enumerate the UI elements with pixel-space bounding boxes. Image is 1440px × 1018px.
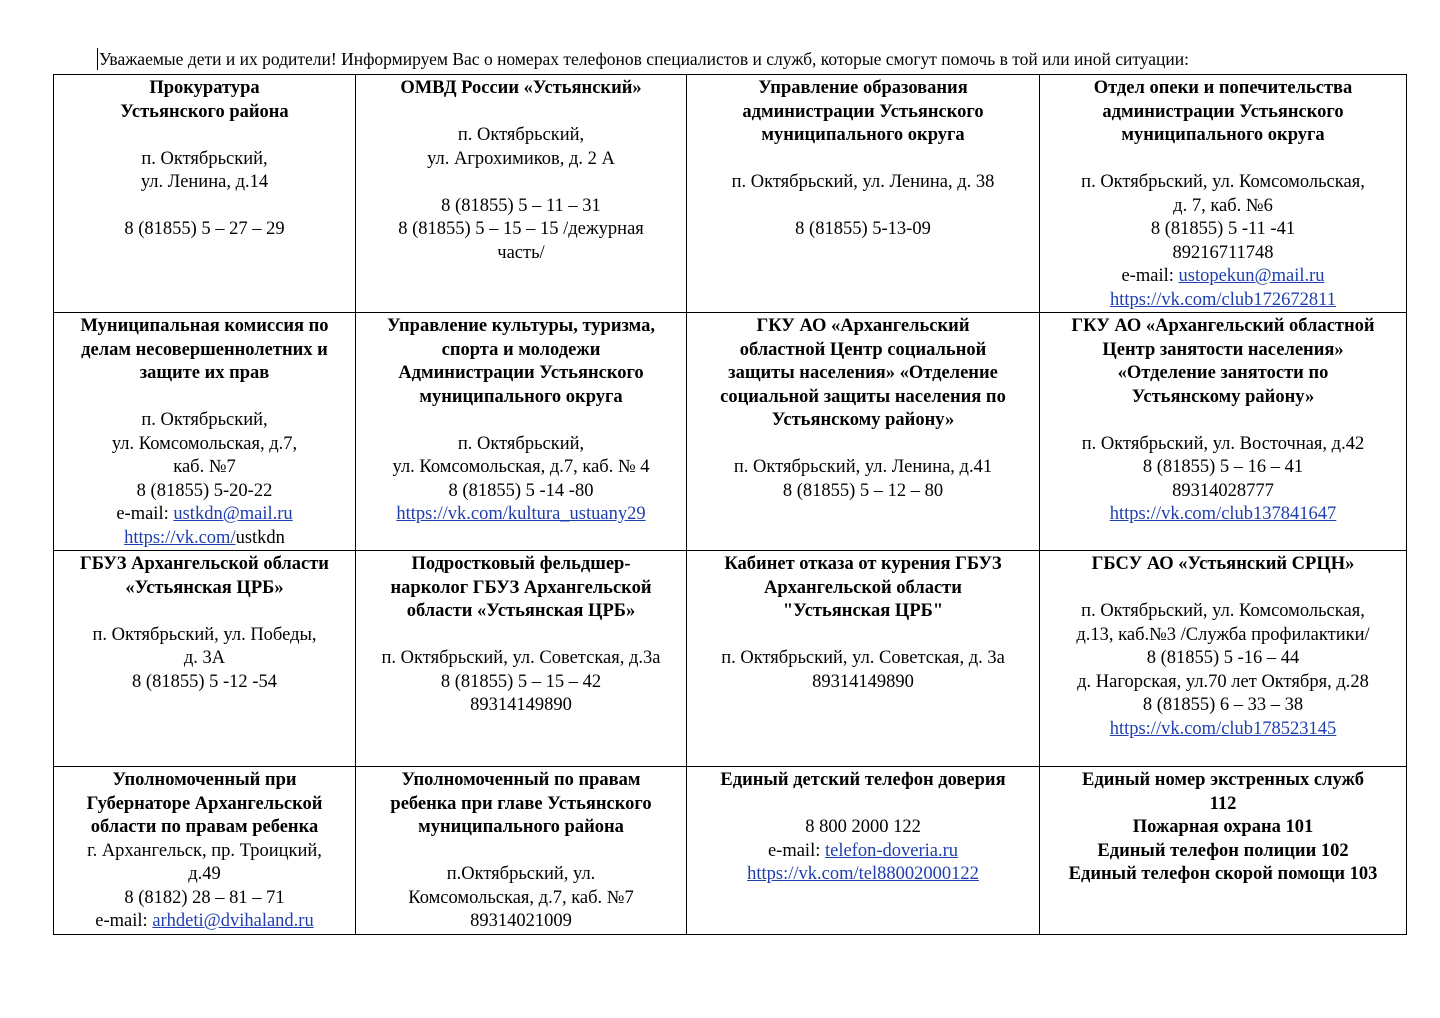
email-link[interactable]: arhdeti@dvihaland.ru bbox=[152, 911, 314, 931]
cell-emergency bbox=[1040, 767, 1407, 935]
vk-link-rest: ustkdn bbox=[235, 527, 285, 548]
cell-text-line: п. Октябрьский, ул. Комсомольская, bbox=[1081, 601, 1365, 621]
cell-text-line: п. Октябрьский, ул. Восточная, д.42 bbox=[1081, 433, 1365, 454]
cell-helpline bbox=[687, 767, 1040, 935]
cell-title-line: защите их прав bbox=[139, 363, 270, 383]
cell-text-line: д. 3А bbox=[183, 648, 226, 668]
cell-title-line: области «Устьянская ЦРБ» bbox=[406, 601, 636, 621]
cell-text-line: ул. Ленина, д.14 bbox=[140, 172, 269, 192]
cell-text-line: 8 (81855) 5 -14 -80 bbox=[448, 480, 594, 501]
cell-title-line: Центр занятости населения» bbox=[1102, 339, 1344, 360]
cell-text-line: п. Октябрьский, ул. Ленина, д.41 bbox=[733, 457, 993, 477]
cell-text-line: д.49 bbox=[188, 864, 221, 884]
cell-text-line bbox=[361, 409, 681, 433]
cell-title-line: 112 bbox=[1209, 793, 1237, 814]
vk-link[interactable]: https://vk.com/club172672811 bbox=[1110, 289, 1336, 310]
cell-text-line: п. Октябрьский, ул. Советская, д. 3а bbox=[721, 648, 1005, 668]
cell-text-line: п. Октябрьский, bbox=[141, 148, 268, 169]
intro-text: Уважаемые дети и их родители! Информируем Вас о номерах телефонов специалистов и служб, которые смогут помочь в той или иной ситуации: bbox=[97, 48, 1419, 70]
cell-text-line: каб. №7 bbox=[173, 457, 236, 477]
cell-title-line: Отдел опеки и попечительства bbox=[1093, 78, 1353, 98]
cell-text-line: ул. Агрохимиков, д. 2 А bbox=[427, 148, 615, 169]
cell-text-line: ул. Комсомольская, д.7, каб. № 4 bbox=[392, 457, 650, 477]
cell-text-line: г. Архангельск, пр. Троицкий, bbox=[87, 840, 322, 861]
cell-rehab-center bbox=[1040, 551, 1407, 767]
cell-title-line: спорта и молодежи bbox=[441, 339, 601, 360]
cell-title-line: ГКУ АО «Архангельский bbox=[756, 316, 970, 336]
cell-text-line bbox=[59, 600, 350, 624]
cell-text-line: 89216711748 bbox=[1172, 242, 1274, 263]
cell-text-line bbox=[692, 433, 1034, 457]
contacts-table bbox=[53, 74, 1407, 935]
cell-police bbox=[356, 75, 687, 313]
cell-title-line: Уполномоченный при bbox=[112, 770, 297, 790]
cell-title-line: Устьянского района bbox=[120, 101, 289, 122]
cell-text-line: 8 (81855) 5 – 16 – 41 bbox=[1142, 457, 1304, 477]
cell-text-line bbox=[59, 195, 350, 219]
cell-text-line: п. Октябрьский, bbox=[141, 410, 268, 430]
email-label: e-mail: bbox=[1121, 266, 1179, 286]
cell-text-line: д. 7, каб. №6 bbox=[1173, 195, 1273, 216]
email-line bbox=[59, 503, 350, 527]
cell-text-line: п. Октябрьский, ул. Советская, д.3а bbox=[381, 648, 661, 668]
cell-text-line: 8 (81855) 5 -12 -54 bbox=[132, 671, 277, 692]
cell-text-line bbox=[361, 101, 681, 125]
cell-text-line: п. Октябрьский, ул. Победы, bbox=[92, 624, 317, 645]
cell-text-line bbox=[692, 624, 1034, 648]
cell-text-line bbox=[361, 840, 681, 864]
cell-text-line: 89314021009 bbox=[470, 911, 572, 931]
cell-text-line: 8 (81855) 5 – 27 – 29 bbox=[124, 219, 285, 239]
cell-title-line: областной Центр социальной bbox=[739, 339, 987, 360]
cell-text-line: ул. Комсомольская, д.7, bbox=[111, 433, 298, 454]
cell-title-line: Единый детский телефон доверия bbox=[720, 770, 1006, 790]
email-label: e-mail: bbox=[767, 840, 825, 861]
cell-title-line: нарколог ГБУЗ Архангельской bbox=[390, 577, 652, 598]
cell-text-line bbox=[1045, 577, 1401, 601]
cell-title-line: делам несовершеннолетних и bbox=[81, 339, 328, 360]
cell-text-line: 8 (8182) 28 – 81 – 71 bbox=[124, 887, 285, 908]
cell-ombudsman-district bbox=[356, 767, 687, 935]
cell-title-line: Муниципальная комиссия по bbox=[80, 316, 329, 336]
cell-title-line: ГБУЗ Архангельской области bbox=[80, 554, 329, 574]
cell-text-line: 8 (81855) 5 -16 – 44 bbox=[1146, 648, 1300, 668]
cell-title-line: Устьянскому району» bbox=[771, 410, 955, 430]
cell-title-line: ребенка при главе Устьянского bbox=[390, 793, 652, 814]
cell-smoking-cessation bbox=[687, 551, 1040, 767]
cell-text-line bbox=[692, 148, 1034, 172]
cell-text-line: 8 (81855) 5 – 15 – 42 bbox=[440, 671, 602, 692]
cell-hospital bbox=[54, 551, 356, 767]
cell-title-line: Пожарная охрана 101 bbox=[1132, 817, 1314, 837]
cell-social-protection bbox=[687, 313, 1040, 551]
cell-culture bbox=[356, 313, 687, 551]
cell-text-line: часть/ bbox=[497, 242, 545, 263]
vk-link[interactable]: https://vk.com/tel88002000122 bbox=[747, 864, 979, 884]
cell-title-line: Единый телефон полиции 102 bbox=[1097, 840, 1349, 861]
cell-title-line: Губернаторе Архангельской bbox=[86, 793, 323, 814]
cell-text-line: 89314149890 bbox=[812, 671, 914, 692]
cell-text-line: 8 (81855) 5 -11 -41 bbox=[1150, 219, 1296, 239]
email-line bbox=[59, 910, 350, 934]
cell-title-line: администрации Устьянского bbox=[1102, 101, 1344, 122]
vk-link[interactable]: https://vk.com/club137841647 bbox=[1109, 504, 1337, 524]
cell-title-line: Управление культуры, туризма, bbox=[386, 316, 656, 336]
email-label: e-mail: bbox=[116, 504, 174, 524]
cell-text-line: 8 800 2000 122 bbox=[805, 817, 921, 837]
cell-text-line: п. Октябрьский, ул. Ленина, д. 38 bbox=[731, 172, 995, 192]
email-label: e-mail: bbox=[95, 911, 153, 931]
cell-title-line: Единый номер экстренных служб bbox=[1082, 770, 1364, 790]
cell-title-line: «Отделение занятости по bbox=[1117, 363, 1329, 383]
cell-title-line: защиты населения» «Отделение bbox=[728, 363, 998, 383]
cell-text-line: 8 (81855) 5 – 15 – 15 /дежурная bbox=[398, 219, 644, 239]
cell-title-line: Архангельской области bbox=[764, 577, 962, 598]
cell-education bbox=[687, 75, 1040, 313]
cell-text-line: п.Октябрьский, ул. bbox=[446, 864, 596, 884]
cell-title-line: Администрации Устьянского bbox=[398, 363, 644, 383]
cell-text-line: п. Октябрьский, bbox=[457, 125, 585, 145]
cell-title-line: Единый телефон скорой помощи 103 bbox=[1068, 864, 1378, 884]
cell-title-line: Устьянскому району» bbox=[1131, 386, 1315, 407]
email-line bbox=[692, 840, 1034, 864]
cell-title-line: «Устьянская ЦРБ» bbox=[125, 577, 284, 598]
cell-text-line: п. Октябрьский, ул. Комсомольская, bbox=[1081, 172, 1365, 192]
vk-link[interactable]: https://vk.com/kultura_ustuany29 bbox=[396, 504, 646, 524]
cell-title-line: ОМВД России «Устьянский» bbox=[400, 78, 642, 98]
cell-title-line: муниципального округа bbox=[1121, 125, 1325, 145]
cell-minors-commission bbox=[54, 313, 356, 551]
cell-text-line: 8 (81855) 5-20-22 bbox=[136, 480, 273, 501]
email-link[interactable]: ustopekun@mail.ru bbox=[1178, 266, 1325, 286]
cell-text-line bbox=[692, 793, 1034, 817]
cell-title-line: муниципального округа bbox=[419, 386, 623, 407]
cell-text-line: 8 (81855) 5-13-09 bbox=[795, 219, 931, 239]
cell-text-line bbox=[59, 124, 350, 148]
cell-title-line: Подростковый фельдшер- bbox=[411, 554, 631, 574]
cell-title-line: Уполномоченный по правам bbox=[401, 770, 641, 790]
cell-title-line: муниципального района bbox=[418, 817, 624, 837]
cell-text-line: д. Нагорская, ул.70 лет Октября, д.28 bbox=[1077, 671, 1369, 692]
cell-prosecutor bbox=[54, 75, 356, 313]
cell-title-line: администрации Устьянского bbox=[742, 101, 984, 122]
cell-text-line: п. Октябрьский, bbox=[457, 433, 585, 454]
cell-title-line: социальной защиты населения по bbox=[720, 386, 1006, 407]
cell-title-line: Кабинет отказа от курения ГБУЗ bbox=[724, 554, 1002, 574]
cell-narcologist bbox=[356, 551, 687, 767]
email-line bbox=[1045, 265, 1401, 289]
cell-title-line: Прокуратура bbox=[149, 78, 260, 98]
cell-title-line: Управление образования bbox=[758, 78, 968, 98]
vk-link[interactable]: https://vk.com/ bbox=[124, 527, 236, 548]
cell-title-line: ГКУ АО «Архангельский областной bbox=[1071, 316, 1375, 336]
cell-text-line: 89314028777 bbox=[1172, 480, 1274, 501]
cell-text-line bbox=[361, 171, 681, 195]
cell-title-line: муниципального округа bbox=[761, 125, 965, 145]
cell-text-line: 8 (81855) 6 – 33 – 38 bbox=[1142, 695, 1304, 715]
cell-text-line bbox=[361, 624, 681, 648]
cell-text-line: Комсомольская, д.7, каб. №7 bbox=[408, 887, 634, 908]
cell-guardianship bbox=[1040, 75, 1407, 313]
cell-text-line bbox=[59, 386, 350, 410]
vk-link[interactable]: https://vk.com/club178523145 bbox=[1109, 718, 1337, 739]
email-link[interactable]: ustkdn@mail.ru bbox=[173, 504, 293, 524]
cell-employment bbox=[1040, 313, 1407, 551]
cell-title-line: области по правам ребенка bbox=[90, 817, 319, 837]
cell-title-line: ГБСУ АО «Устьянский СРЦН» bbox=[1091, 554, 1355, 574]
cell-text-line bbox=[1045, 409, 1401, 433]
cell-text-line: 8 (81855) 5 – 12 – 80 bbox=[782, 480, 944, 501]
cell-text-line bbox=[692, 195, 1034, 219]
cell-text-line: 89314149890 bbox=[470, 695, 572, 715]
cell-text-line: 8 (81855) 5 – 11 – 31 bbox=[441, 195, 601, 216]
cell-text-line bbox=[1045, 148, 1401, 172]
email-link[interactable]: telefon-doveria.ru bbox=[824, 840, 959, 861]
cell-title-line: "Устьянская ЦРБ" bbox=[782, 601, 944, 621]
cell-text-line: д.13, каб.№3 /Служба профилактики/ bbox=[1076, 624, 1370, 645]
cell-ombudsman-region bbox=[54, 767, 356, 935]
